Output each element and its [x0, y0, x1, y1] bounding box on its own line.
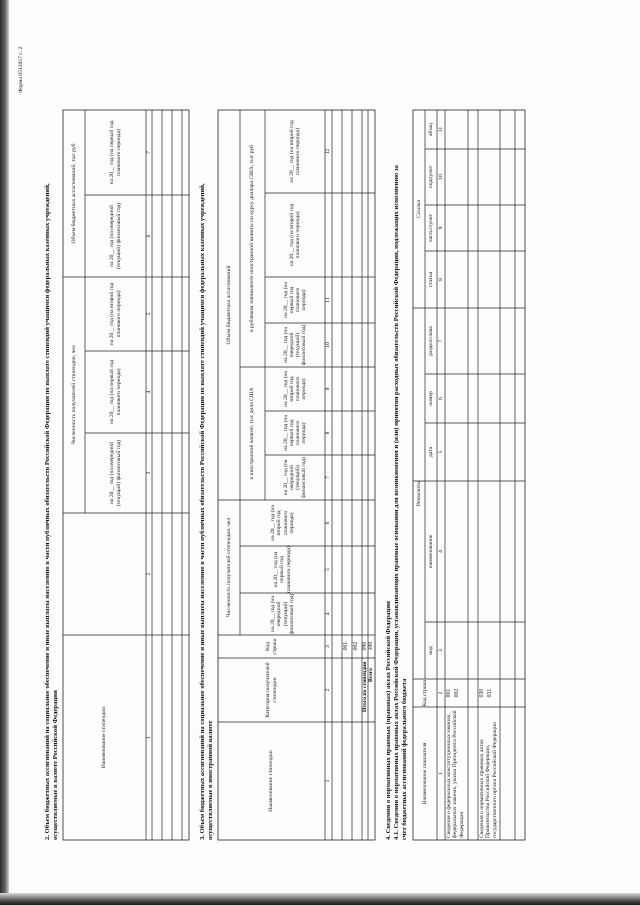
section3-header-volume: Объем бюджетных ассигнований	[225, 265, 232, 345]
section4-header-type: вид	[427, 646, 434, 655]
section3-header-rub-second: на 20__ год (на второй год планового периода)	[288, 203, 301, 267]
section4-colnum-1: 1	[437, 772, 444, 775]
section4-colnum-3: 3	[437, 649, 444, 652]
section3-colnum-10: 10	[325, 342, 332, 348]
section3-header-year-first: на 20__ год (на первый год планового периода)	[273, 546, 292, 593]
section2-colnum-3: 3	[145, 471, 152, 475]
section4-colnum-2: 2	[437, 691, 444, 695]
section2-colnum-6: 6	[145, 234, 152, 238]
section4-row-code: 002	[454, 688, 460, 698]
section4-header-article: статья	[427, 272, 434, 287]
section3-title-line2: осуществляемые в иностранной валюте	[207, 720, 214, 840]
section4-header-title: наименование	[427, 534, 434, 569]
section3-header-count: Численность получателей стипендии, чел	[225, 517, 232, 618]
section4-header-paragraph: абзац	[427, 123, 434, 137]
section2-colnum-7: 7	[145, 151, 152, 154]
section4-header-number: номер	[427, 391, 434, 406]
section3-header-fx-current: на 20__ год (на очередной (текущий) финансовый год)	[282, 457, 308, 498]
section4-row-code: 031	[487, 688, 493, 698]
section3-colnum-11: 11	[325, 297, 332, 303]
section3-header-name: Наименование стипендии	[268, 750, 275, 812]
section2-header-year-first: на 20__ год (на первый год планового периода)	[109, 360, 122, 424]
section4-header-reference: Ссылка	[415, 200, 422, 218]
section3-header-fx-second: на 20__ год (на второй год планового периода)	[282, 371, 308, 407]
section3-row-code: 090	[362, 641, 368, 651]
section4-header-section: раздел/глава	[427, 326, 434, 356]
section3-header-rub-current: на 20__ год (на очередной (текущий) финансовый год)	[282, 324, 308, 366]
section4-colnum-4: 4	[437, 550, 444, 553]
section3-colnum-8: 8	[325, 431, 332, 435]
section3-row-code: 100	[368, 641, 374, 651]
section3-colnum-9: 9	[325, 387, 332, 391]
section3-header-code: Код строки	[265, 638, 278, 655]
section2-header-vol-first: на 20__ год (на первый год планового периода)	[109, 120, 122, 185]
section3-header-category: Категория получателей стипендии	[265, 662, 278, 718]
section4-colnum-9: 9	[437, 226, 444, 230]
section2-header-volume: Объем бюджетных ассигнований, тыс руб	[70, 143, 77, 244]
section4-header-date: дата	[427, 446, 434, 458]
section3-header-year-second: на 20__ год (на второй год планового периода)	[270, 505, 295, 541]
section2-colnum-5: 5	[145, 312, 152, 316]
section3-subtotal-label: Итого по стипендии	[362, 661, 368, 712]
section4-row-label-federal-laws: Сведения о федеральных конституционных законах, федеральных законах, указах Президента Российской Федерации	[446, 710, 465, 838]
section3-colnum-12: 12	[325, 148, 332, 155]
section4-1-title-line1: 4.1. Сведения о нормативных правовых актах Российской Федерации, устанавливающих правовые основания для возникновения и (или) принятия расходных обязательств Российской Федерации, подлежащих исполнению за	[393, 165, 400, 840]
section4-row-label-regulations: Сведения о нормативных правовых актах Правительства Российской Федерации, государственного органа Российской Федерации	[479, 722, 498, 838]
section4-colnum-5: 5	[437, 450, 444, 454]
section2-title-line1: 2. Объем бюджетных ассигнований на социальное обеспечение и иные выплаты населению в части публичных обязательств Российской Федерации по выплате стипендий учащимся федеральных казенных учреждений,	[44, 183, 51, 840]
section2-header-vol-current: на 20__ год (на очередной (текущий) финансовый год)	[109, 202, 122, 270]
section2-header-year-current: на 20__ год (на очередной (текущий) финансовый год)	[109, 439, 122, 507]
section4-row-code: 001	[446, 688, 452, 698]
section4-colnum-6: 6	[437, 397, 444, 400]
section2-title-line2: осуществляемые в валюте Российской Федерации	[52, 690, 59, 840]
section3-row-code: 001	[343, 641, 349, 651]
section4-colnum-8: 8	[437, 278, 444, 281]
section3-header-fx-first: на 20__ год (на первый год планового периода)	[282, 415, 308, 451]
section3-colnum-1: 1	[325, 779, 332, 783]
section3-colnum-3: 3	[325, 645, 332, 648]
section4-header-requisites: Реквизиты	[415, 480, 422, 507]
form-number: Форма 0512057 с. 2	[18, 46, 24, 93]
section3-title-line1: 3. Объем бюджетных ассигнований на социальное обеспечение и иные выплаты населению в части публичных обязательств Российской Федерации по выплате стипендий учащимся федеральных казенных учреждений,	[199, 183, 206, 840]
section2-header-count: Численность получателей стипендии, чел	[70, 345, 77, 445]
section4-row-code: 030	[479, 688, 485, 698]
section2-colnum-2: 2	[145, 572, 152, 576]
section4-header-clause: подпункт	[427, 165, 434, 189]
section2-colnum-1: 1	[145, 736, 152, 739]
section3-total-label: Всего	[368, 668, 374, 682]
section3-header-rub-equiv: в рублевом эквиваленте иностранной валюты по курсу доллара США, тыс руб	[249, 144, 256, 333]
section4-header-indicator: Наименование показателя	[421, 742, 428, 805]
section4-header-part: часть/пункт	[427, 213, 434, 243]
section4-colnum-10: 10	[437, 174, 444, 180]
section3-colnum-5: 5	[325, 568, 332, 571]
section3-colnum-4: 4	[325, 612, 332, 616]
section4-title: 4. Сведения о нормативных правовых (правовых) актах Российской Федерации	[385, 601, 392, 840]
section3-header-rub-extra: на 20__ год (на второй год планового периода)	[288, 120, 301, 183]
section3-header-rub-first: на 20__ год (на первый год планового периода)	[282, 282, 308, 318]
section3-colnum-6: 6	[325, 521, 332, 525]
section3-row-code: 002	[353, 641, 359, 651]
section4-header-code: Код строки	[421, 679, 428, 707]
section2-header-year-second: на 20__ год (на второй год планового периода)	[109, 282, 122, 346]
section3-colnum-7: 7	[325, 476, 332, 479]
section4-colnum-11: 11	[437, 126, 444, 133]
section2-colnum-4: 4	[145, 390, 152, 394]
section4-colnum-7: 7	[437, 339, 444, 343]
section3-header-foreign: в иностранной валюте, тыс долл США	[249, 387, 256, 480]
section3-colnum-2: 2	[325, 688, 332, 692]
section2-header-name: Наименование стипендии	[101, 706, 108, 769]
section3-header-year-current: на 20__ год (на очередной (текущий) финансовый год)	[270, 593, 295, 635]
section4-1-title-line2: счет бюджетных ассигнований федерального бюджета	[401, 678, 408, 840]
